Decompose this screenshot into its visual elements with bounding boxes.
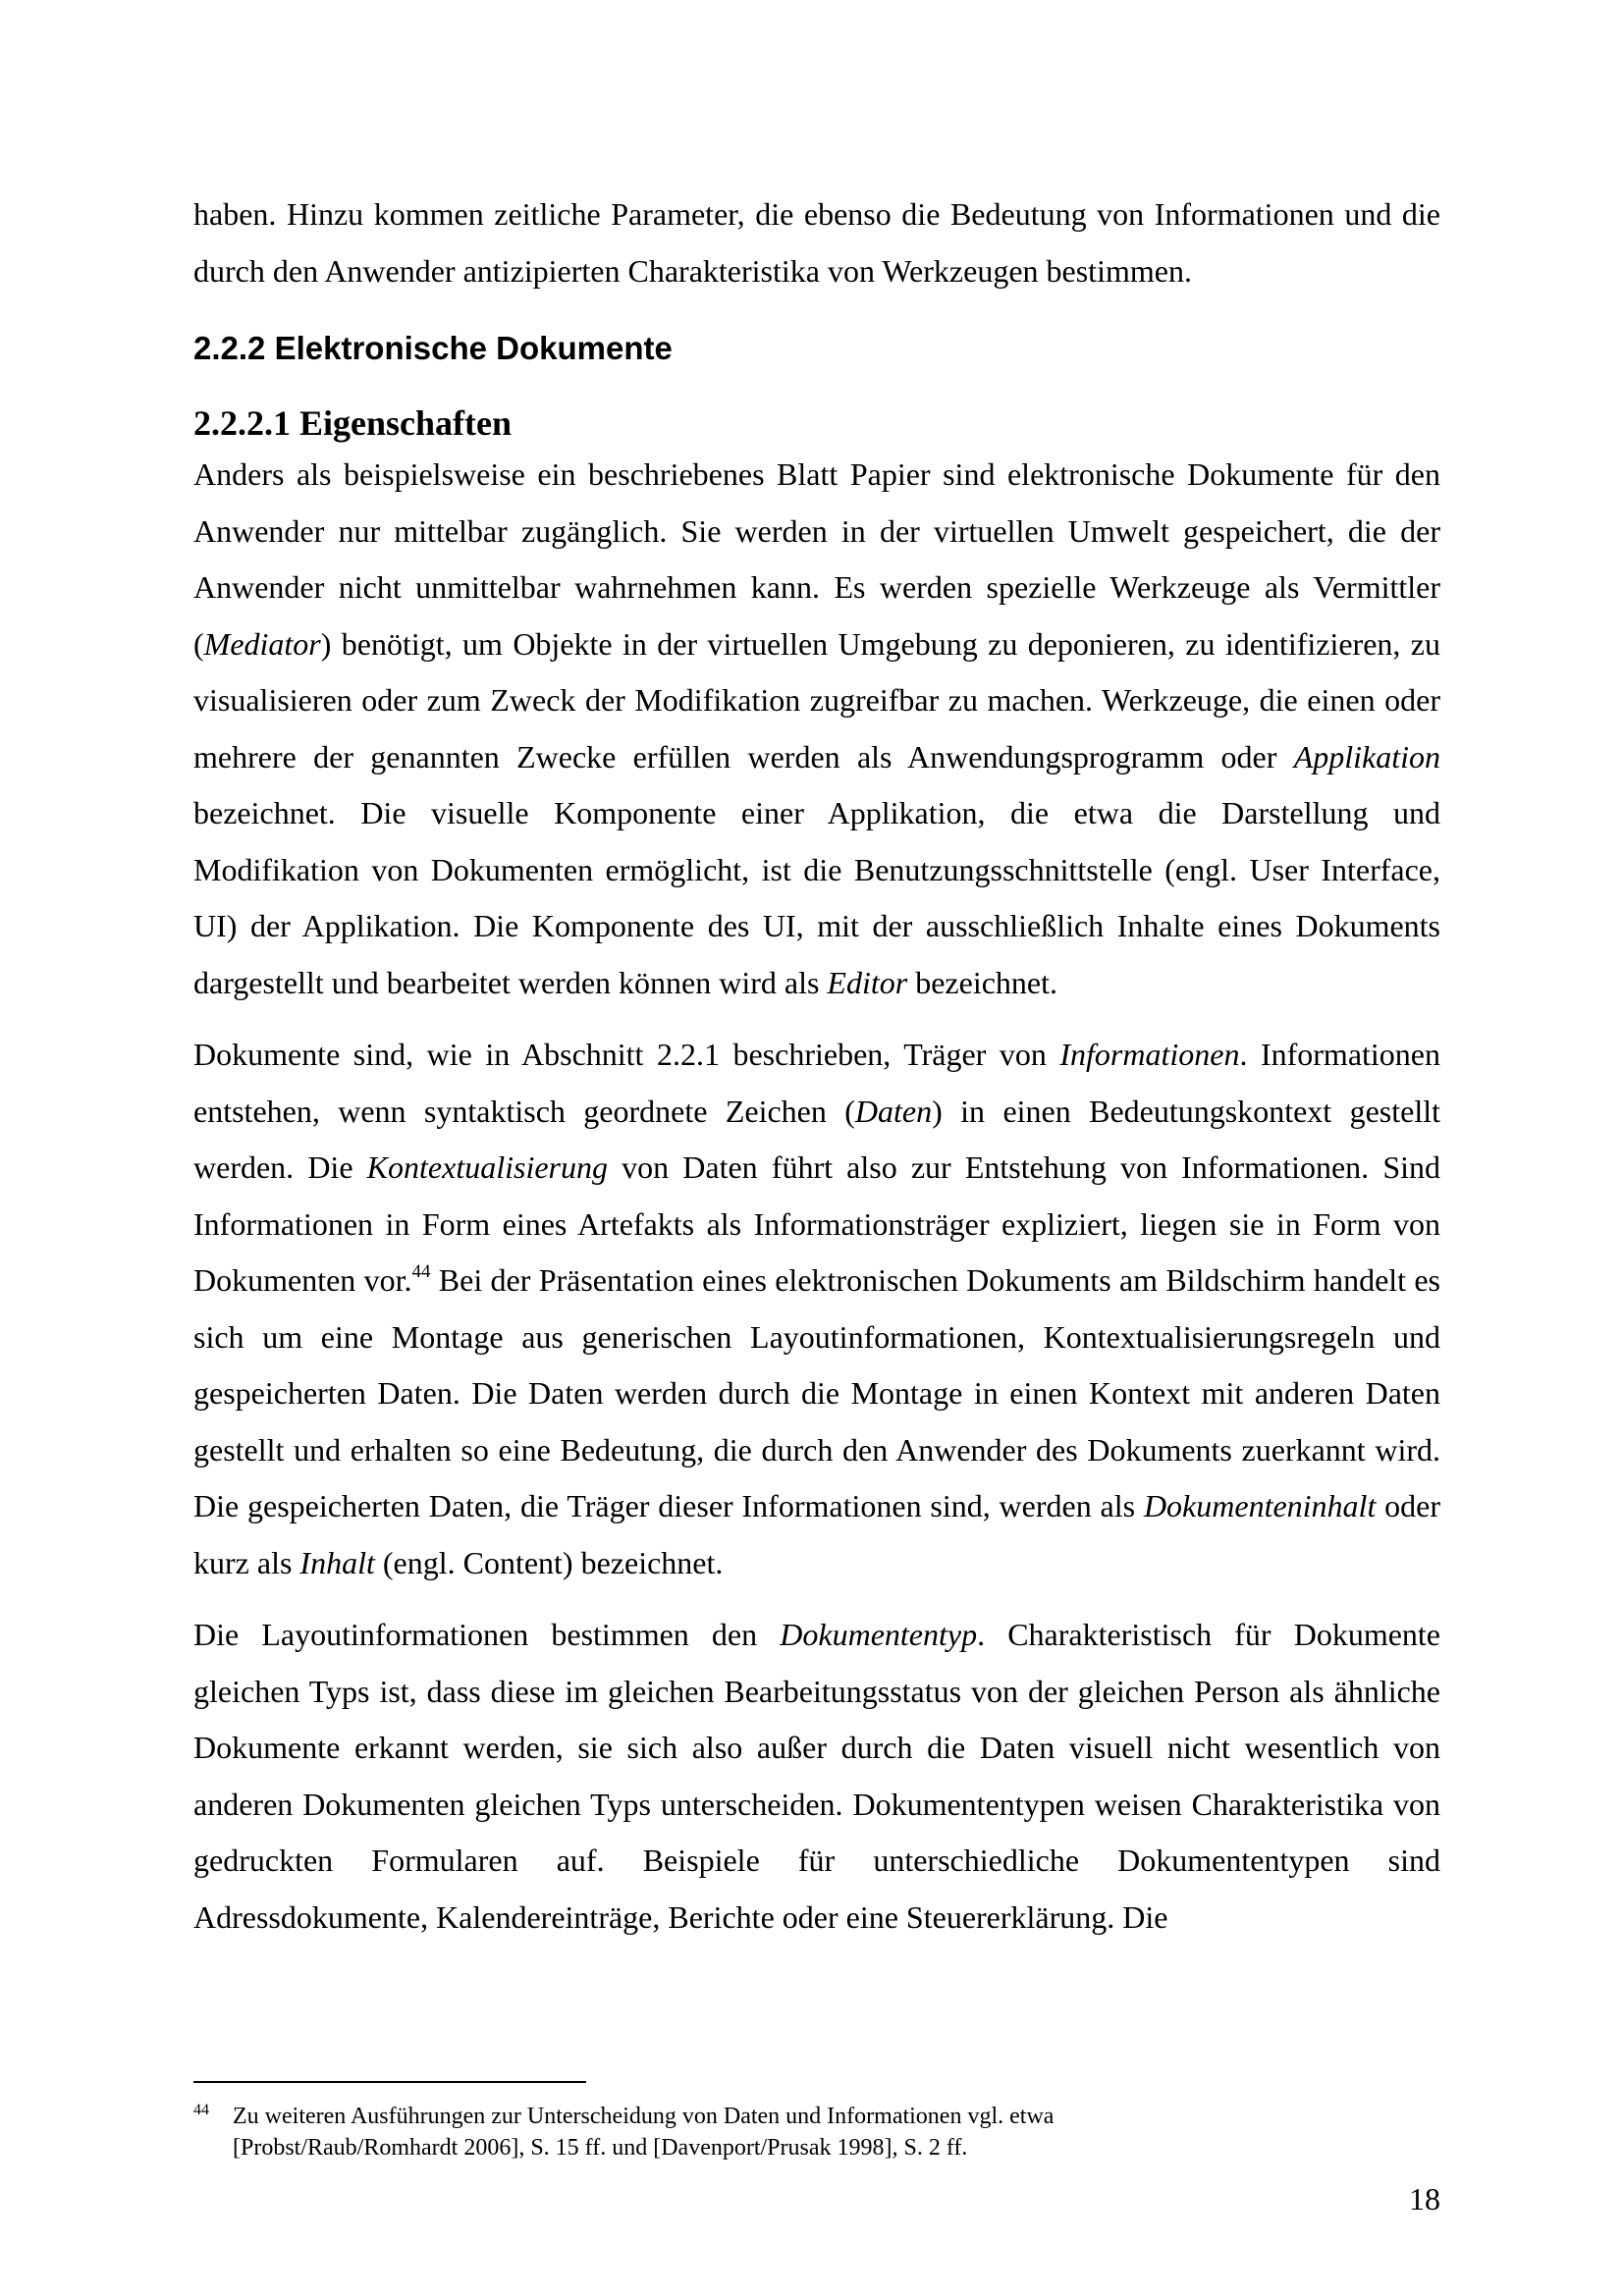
text-run: Anders als beispielsweise ein beschriebenes Blatt Papier sind elektronische Dokumente für den Anwender nur mittelbar zugänglich. Sie werden in der virtuellen Umwelt gespeichert, die der Anwender nicht unmittelbar wahrnehmen kann. Es werden spezielle Werkzeuge als Vermittler ( bbox=[193, 456, 1440, 662]
text-run: Dokumente sind, wie in Abschnitt 2.2.1 beschrieben, Träger von bbox=[193, 1037, 1060, 1072]
text-run: bezeichnet. Die visuelle Komponente einer Applikation, die etwa die Darstellung und Modifikation von Dokumenten ermöglicht, ist die Benutzungsschnittstelle (engl. User Interface, UI) der Applikation. Die Komponente des UI, mit der ausschließlich Inhalte eines Dokuments dargestellt und bearbeitet werden können wird als bbox=[193, 795, 1440, 1000]
term-editor: Editor bbox=[827, 964, 908, 1000]
term-applikation: Applikation bbox=[1293, 738, 1440, 774]
text-run: Bei der Präsentation eines elektronischen Dokuments am Bildschirm handelt es sich um eine Montage aus generischen Layoutinformationen, Kontextualisierungsregeln und gespeicherten Daten. Die Daten werden durch die Montage in einen Kontext mit anderen Daten gestellt und erhalten so eine Bedeutung, die durch den Anwender des Dokuments zuerkannt wird. Die gespeicherten Daten, die Träger dieser Informationen sind, werden als bbox=[193, 1262, 1441, 1523]
term-inhalt: Inhalt bbox=[299, 1544, 375, 1580]
footnote-divider bbox=[193, 2081, 586, 2083]
footnote bbox=[193, 2101, 1273, 2163]
term-mediator: Mediator bbox=[203, 625, 321, 662]
paragraph-document-type bbox=[193, 1607, 1440, 1946]
text-run: bezeichnet. bbox=[907, 964, 1057, 1000]
text-run: oder kurz als bbox=[193, 1488, 1441, 1580]
paragraph-properties bbox=[193, 447, 1440, 1011]
text-run: (engl. Content) bezeichnet. bbox=[374, 1544, 724, 1580]
text-run: von Daten führt also zur Entstehung von Informationen. Sind Informationen in Form eines Artefakts als Informationsträger expliziert, liegen sie in Form von Dokumenten vor. bbox=[193, 1149, 1441, 1298]
section-heading: 2.2.2 Elektronische Dokumente bbox=[193, 330, 673, 366]
footnote-number: 44 bbox=[193, 2102, 209, 2118]
subsection-heading: 2.2.2.1 Eigenschaften bbox=[193, 403, 512, 443]
text-run: ) in einen Bedeutungskontext gestellt werden. Die bbox=[193, 1093, 1441, 1185]
footnote-reference[interactable]: 44 bbox=[411, 1261, 431, 1283]
term-dokumenteninhalt: Dokumenteninhalt bbox=[1143, 1488, 1377, 1523]
text-run: . Informationen entstehen, wenn syntaktisch geordnete Zeichen ( bbox=[193, 1037, 1441, 1129]
term-informationen: Informationen bbox=[1059, 1037, 1240, 1072]
page-body bbox=[193, 187, 1440, 1946]
text-run: . Charakteristisch für Dokumente gleichen Typs ist, dass diese im gleichen Bearbeitungsstatus von der gleichen Person als ähnliche Dokumente erkannt werden, sie sich also außer durch die Daten visuell nicht wesentlich von anderen Dokumenten gleichen Typs unterscheiden. Dokumententypen weisen Charakteristika von gedruckten Formularen auf. Beispiele für unterschiedliche Dokumententypen sind Adressdokumente, Kalendereinträge, Berichte oder eine Steuererklärung. Die bbox=[193, 1617, 1441, 1935]
footnote-text: Zu weiteren Ausführungen zur Unterscheidung von Daten und Informationen vgl. etwa [Probst/Raub/Romhardt 2006], S. 15 ff. und [Davenport/Prusak 1998], S. 2 ff. bbox=[233, 2104, 1055, 2161]
paragraph-information bbox=[193, 1027, 1440, 1591]
text-run: ) benötigt, um Objekte in der virtuellen Umgebung zu deponieren, zu identifizieren, zu visualisieren oder zum Zweck der Modifikation zugreifbar zu machen. Werkzeuge, die einen oder mehrere der genannten Zwecke erfüllen werden als Anwendungsprogramm oder bbox=[193, 625, 1440, 774]
text-run: Die Layoutinformationen bestimmen den bbox=[193, 1617, 781, 1652]
intro-paragraph: haben. Hinzu kommen zeitliche Parameter, die ebenso die Bedeutung von Informationen und die durch den Anwender antizipierten Charakteristika von Werkzeugen bestimmen. bbox=[193, 196, 1440, 289]
term-kontextualisierung: Kontextualisierung bbox=[366, 1149, 608, 1185]
term-dokumententyp: Dokumententyp bbox=[780, 1617, 978, 1652]
page-number: 18 bbox=[1409, 2181, 1440, 2216]
term-daten: Daten bbox=[854, 1093, 933, 1129]
